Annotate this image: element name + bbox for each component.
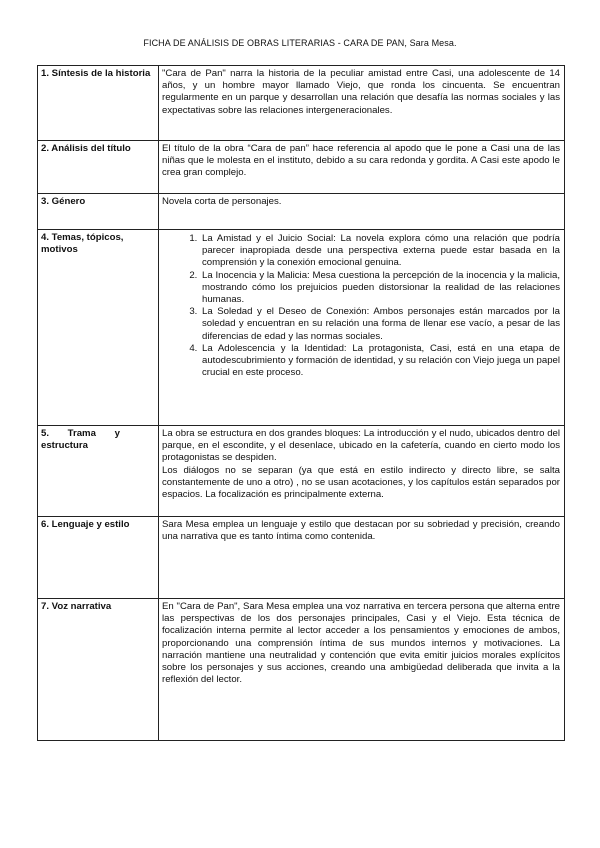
row-label-synthesis: 1. Síntesis de la historia [38,66,159,141]
table-row-narrative-voice [38,599,565,741]
row-label-title-analysis: 2. Análisis del título [38,141,159,194]
row-label-plot-structure: 5. Trama y estructura [38,426,159,517]
table-row-plot-structure [38,426,565,517]
row-label-genre: 3. Género [38,194,159,230]
row-label-narrative-voice: 7. Voz narrativa [38,599,159,741]
row-content-plot-structure [159,426,565,517]
row-content-title-analysis: El título de la obra “Cara de pan” hace referencia al apodo que le pone a Casi una de las niñas que le molesta en el instituto, debido a su cara redonda y gordita. A Casi este apodo le crea gran complejo. [159,141,565,194]
row-content-themes [159,230,565,426]
row-content-genre: Novela corta de personajes. [159,194,565,230]
list-item: 2. La Inocencia y la Malicia: Mesa cuestiona la percepción de la inocencia y la malicia, mostrando cómo los prejuicios pueden distorsionar la realidad de las relaciones humanas. [200,270,560,307]
table-row-language-style [38,517,565,599]
list-item: 3. La Soledad y el Deseo de Conexión: Ambos personajes están marcados por la soledad y encuentran en su relación una forma de llenar ese vacío, a pesar de las diferencias de edad y las normas sociales. [200,306,560,343]
table-row-title-analysis [38,141,565,194]
row-content-synthesis: "Cara de Pan" narra la historia de la peculiar amistad entre Casi, una adolescente de 14 años, y un hombre mayor llamado Viejo, que ronda los cincuenta. Se encuentran regularmente en un parque y desarrollan una relación que desafía las normas sociales y las expectativas sobre las relaciones intergeneracionales. [159,66,565,141]
paragraph: La obra se estructura en dos grandes bloques: La introducción y el nudo, ubicados dentro del parque, en el escondite, y el desenlace, ubicado en la cafetería, cuando en cierto modo los protagonistas se despiden. [162,428,560,464]
row-content-language-style: Sara Mesa emplea un lenguaje y estilo que destacan por su sobriedad y precisión, creando una narrativa que es tanto íntima como contenida. [159,517,565,599]
table-row-genre [38,194,565,230]
analysis-table [37,65,565,741]
row-label-themes: 4. Temas, tópicos, motivos [38,230,159,426]
list-item: 1. La Amistad y el Juicio Social: La novela explora cómo una relación que podría parecer inapropiada desde una perspectiva externa puede estar basada en la comprensión y la conexión emocional genuina. [200,233,560,270]
row-content-narrative-voice: En "Cara de Pan", Sara Mesa emplea una voz narrativa en tercera persona que alterna entre las perspectivas de los dos personajes principales, Casi y el Viejo. Esta técnica de focalización interna permite al lector acceder a los pensamientos y emociones de ambos, proporcionando una comprensión íntima de sus mundos internos y motivaciones. La narración mantiene una neutralidad y contención que evita emitir juicios morales explícitos sobre los personajes y sus acciones, creando una ambigüedad deliberada que invita a la reflexión del lector. [159,599,565,741]
row-label-language-style: 6. Lenguaje y estilo [38,517,159,599]
document-title: FICHA DE ANÁLISIS DE OBRAS LITERARIAS - CARA DE PAN, Sara Mesa. [143,38,457,48]
paragraph: Los diálogos no se separan (ya que está en estilo indirecto y directo libre, se salta constantemente de uno a otro) , no se usan acotaciones, y los capítulos están separados por espacios. La focalización es principalmente externa. [162,464,560,501]
themes-list [162,233,560,379]
table-row-synthesis [38,66,565,141]
list-item: 4. La Adolescencia y la Identidad: La protagonista, Casi, está en una etapa de autodescubrimiento y formación de identidad, y su relación con Viejo juega un papel crucial en este proceso. [200,343,560,380]
table-row-themes [38,230,565,426]
